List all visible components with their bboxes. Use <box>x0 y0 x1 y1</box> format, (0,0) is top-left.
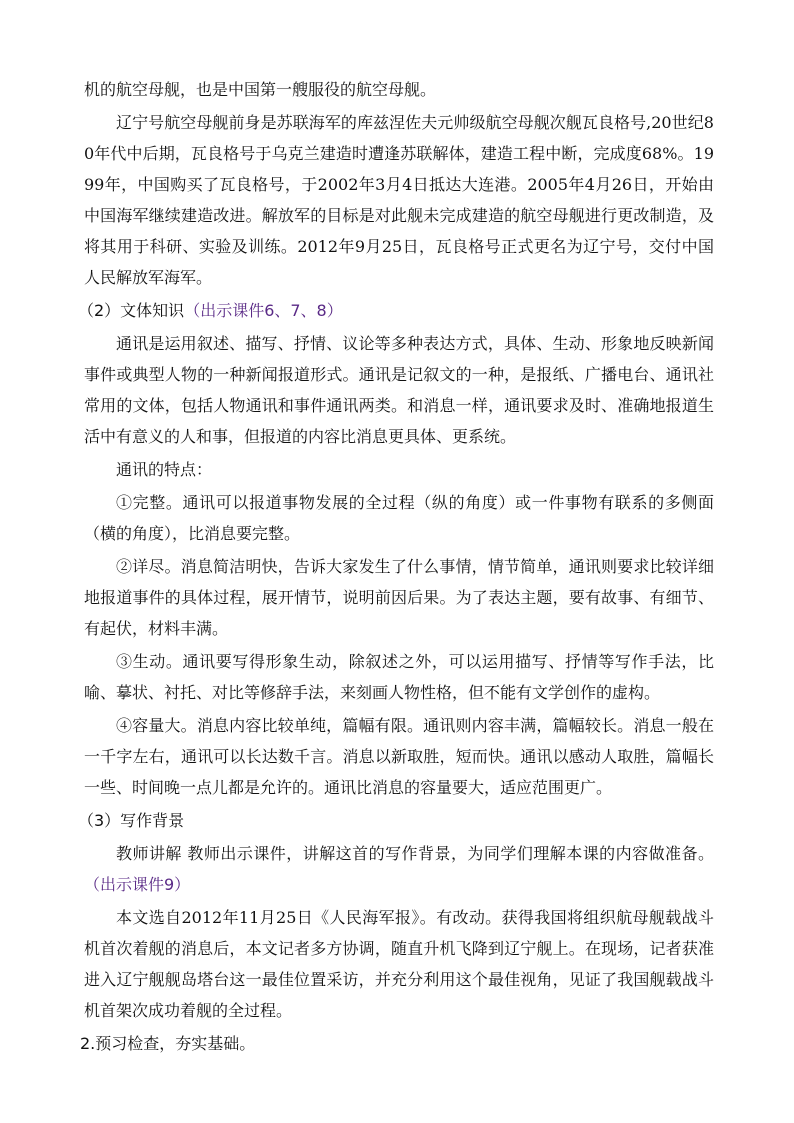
history-paragraph: 辽宁号航空母舰前身是苏联海军的库兹涅佐夫元帅级航空母舰次舰瓦良格号,20世纪80年代中后期，瓦良格号于乌克兰建造时遭逢苏联解体，建造工程中断，完成度68%。1999年，中国购买了瓦良格号，于2002年3月4日抵达大连港。2005年4月26日，开始由中国海军继续建造改进。解放军的目标是对此舰未完成建造的航空母舰进行更改制造，及将其用于科研、实验及训练。2012年9月25日，瓦良格号正式更名为辽宁号，交付中国人民解放军海军。 <box>84 113 714 287</box>
teacher-text: 教师讲解 教师出示课件，讲解这首的写作背景，为同学们理解本课的内容做准备。 <box>116 844 714 863</box>
step-two-heading: 2.预习检查，夯实基础。 <box>80 1034 256 1053</box>
courseware-note: （出示课件6、7、8） <box>184 301 343 320</box>
intro-continuation: 机的航空母舰，也是中国第一艘服役的航空母舰。 <box>84 80 437 99</box>
document-body <box>78 74 714 1059</box>
courseware-note-9: （出示课件9） <box>84 875 191 894</box>
feature-vivid: ③生动。通讯要写得形象生动，除叙述之外，可以运用描写、抒情等写作手法，比喻、摹状、衬托、对比等修辞手法，来刻画人物性格，但不能有文学创作的虚构。 <box>84 652 714 702</box>
section-background-heading: （3）写作背景 <box>78 811 185 830</box>
feature-detailed: ②详尽。消息简洁明快，告诉大家发生了什么事情，情节简单，通讯则要求比较详细地报道事件的具体过程，展开情节，说明前因后果。为了表达主题，要有故事、有细节、有起伏，材料丰满。 <box>84 557 714 638</box>
section-genre-heading <box>78 295 714 326</box>
features-heading: 通讯的特点： <box>116 460 213 479</box>
feature-capacity: ④容量大。消息内容比较单纯，篇幅有限。通讯则内容丰满，篇幅较长。消息一般在一千字左右，通讯可以长达数千言。消息以新取胜，短而快。通讯以感动人取胜，篇幅长一些、时间晚一点儿都是允许的。通讯比消息的容量要大，适应范围更广。 <box>84 716 714 797</box>
section-genre-title: （2）文体知识 <box>78 301 185 320</box>
teacher-paragraph <box>84 838 714 900</box>
feature-complete: ①完整。通讯可以报道事物发展的全过程（纵的角度）或一件事物有联系的多侧面（横的角度），比消息要完整。 <box>84 493 714 543</box>
genre-paragraph: 通讯是运用叙述、描写、抒情、议论等多种表达方式，具体、生动、形象地反映新闻事件或典型人物的一种新闻报道形式。通讯是记叙文的一种，是报纸、广播电台、通讯社常用的文体，包括人物通讯和事件通讯两类。和消息一样，通讯要求及时、准确地报道生活中有意义的人和事，但报道的内容比消息更具体、更系统。 <box>84 334 714 446</box>
source-paragraph: 本文选自2012年11月25日《人民海军报》。有改动。获得我国将组织航母舰载战斗机首次着舰的消息后，本文记者多方协调，随直升机飞降到辽宁舰上。在现场，记者获准进入辽宁舰舰岛塔台这一最佳位置采访，并充分利用这个最佳视角，见证了我国舰载战斗机首架次成功着舰的全过程。 <box>84 908 714 1020</box>
